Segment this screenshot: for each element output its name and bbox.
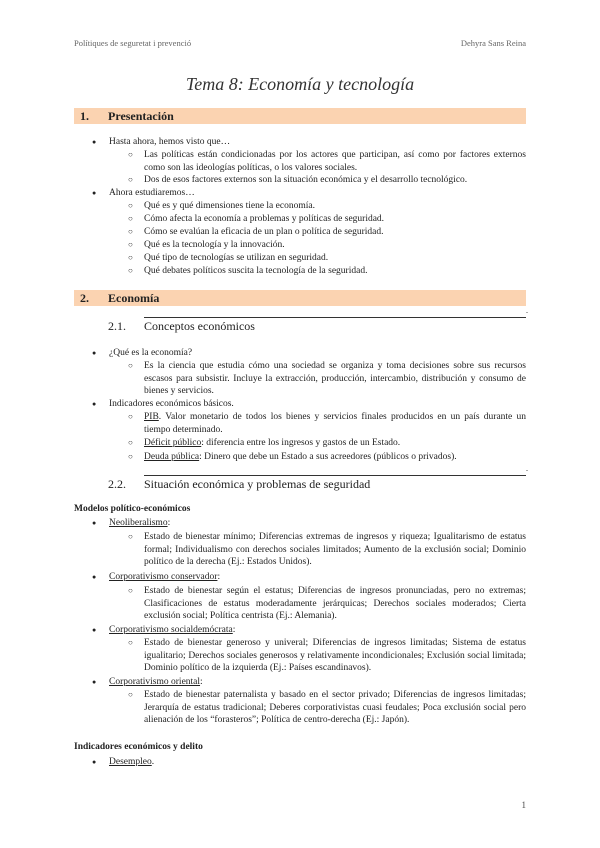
page-number: 1 xyxy=(521,800,526,810)
subsection-label: Conceptos económicos xyxy=(144,319,255,333)
subsection-number: 2.1. xyxy=(108,319,126,333)
sub-bullet-item: ○ Las políticas están condicionadas por los actores que participan, así como por factores externos como son las ideologías políticas, o los valores sociales. xyxy=(128,149,526,174)
sub-bullet-item: ○ Estado de bienestar paternalista y basado en el sector privado; Diferencias de ingresos limitadas; Jerarquía de estatus tradicional; Deberes corporativistas cuasi feudales; Poca exclusión social pero alienación de los “forasteros”; Política de centro-derecha (Ej.: Japón). xyxy=(128,689,526,727)
sub-bullet-item: ○ PIB. Valor monetario de todos los bienes y servicios finales producidos en un país durante un tiempo determinado. xyxy=(128,411,526,436)
sub-bullet-item: ○ Estado de bienestar generoso y univeral; Diferencias de ingresos limitadas; Sistema de estatus igualitario; Derechos sociales generosos y relativamente incondicionales; Exclusión social limitada; Dominio político de la izquierda (Ej.: Países escandinavos). xyxy=(128,637,526,675)
sub-bullet-item: ○ Déficit público: diferencia entre los ingresos y gastos de un Estado. xyxy=(128,437,526,450)
section-label: Presentación xyxy=(108,109,174,123)
bullet-item: ● Corporativismo oriental: xyxy=(92,676,526,689)
header-right: Dehyra Sans Reina xyxy=(460,38,526,48)
bullet-item: ● Hasta ahora, hemos visto que… xyxy=(92,136,526,149)
sub-bullet-item: ○ Estado de bienestar mínimo; Diferencias extremas de ingresos y riqueza; Igualitarismo de estatus formal; Individualismo con derechos sociales limitados; Aumento de la exclusión social; Dominio político de la derecha (Ej.: Estados Unidos). xyxy=(128,531,526,569)
header-left: Polítiques de seguretat i prevenció xyxy=(74,38,192,48)
bullet-item: ● Corporativismo conservador: xyxy=(92,571,526,584)
heading-indicadores-delito: Indicadores económicos y delito xyxy=(74,742,203,752)
sub-bullet-item: ○ Deuda pública: Dinero que debe un Estado a sus acreedores (públicos o privados). xyxy=(128,451,526,464)
sub-bullet-item: ○ Cómo se evalúan la eficacia de un plan o política de seguridad. xyxy=(128,226,526,239)
sub-bullet-item: ○ Qué es la tecnología y la innovación. xyxy=(128,239,526,252)
section-heading-economia xyxy=(74,290,526,306)
bullet-item: ● Desempleo. xyxy=(92,756,526,769)
subsection-label: Situación económica y problemas de seguridad xyxy=(144,477,371,491)
sub-bullet-item: ○ Qué es y qué dimensiones tiene la economía. xyxy=(128,200,526,213)
bullet-item: ● Indicadores económicos básicos. xyxy=(92,398,526,411)
bullet-item: ● Corporativismo socialdemócrata: xyxy=(92,624,526,637)
page-title: Tema 8: Economía y tecnología xyxy=(185,74,415,94)
sub-bullet-item: ○ Qué tipo de tecnologías se utilizan en seguridad. xyxy=(128,252,526,265)
sub-bullet-item: ○ Es la ciencia que estudia cómo una sociedad se organiza y toma decisiones sobre sus recursos escasos para subsistir. Incluye la extracción, producción, intercambio, distribución y consumo de bienes y servicios. xyxy=(128,360,526,398)
section-number: 1. xyxy=(80,109,89,123)
subsection-end-dot: . xyxy=(526,306,528,315)
sub-bullet-item: ○ Estado de bienestar según el estatus; Diferencias de ingresos pronunciadas, pero no extremas; Clasificaciones de estatus moderadamente jerárquicas; Derechos sociales moderados; Cierta exclusión social; Política centrista (Ej.: Alemania). xyxy=(128,585,526,623)
subsection-underline xyxy=(144,317,526,318)
bullet-item: ● ¿Qué es la economía? xyxy=(92,347,526,360)
sub-bullet-item: ○ Dos de esos factores externos son la situación económica y el desarrollo tecnológico. xyxy=(128,174,526,187)
section-heading-presentacion xyxy=(74,108,526,124)
bullet-item: ● Ahora estudiaremos… xyxy=(92,187,526,200)
section-number: 2. xyxy=(80,291,89,305)
sub-bullet-item: ○ Qué debates políticos suscita la tecnología de la seguridad. xyxy=(128,265,526,278)
bullet-item: ● Neoliberalismo: xyxy=(92,517,526,530)
section-label: Economía xyxy=(108,291,160,305)
subsection-end-dot: . xyxy=(526,464,528,473)
heading-modelos: Modelos político-económicos xyxy=(74,504,191,514)
sub-bullet-item: ○ Cómo afecta la economía a problemas y políticas de seguridad. xyxy=(128,213,526,226)
subsection-number: 2.2. xyxy=(108,477,126,491)
subsection-underline xyxy=(144,475,526,476)
